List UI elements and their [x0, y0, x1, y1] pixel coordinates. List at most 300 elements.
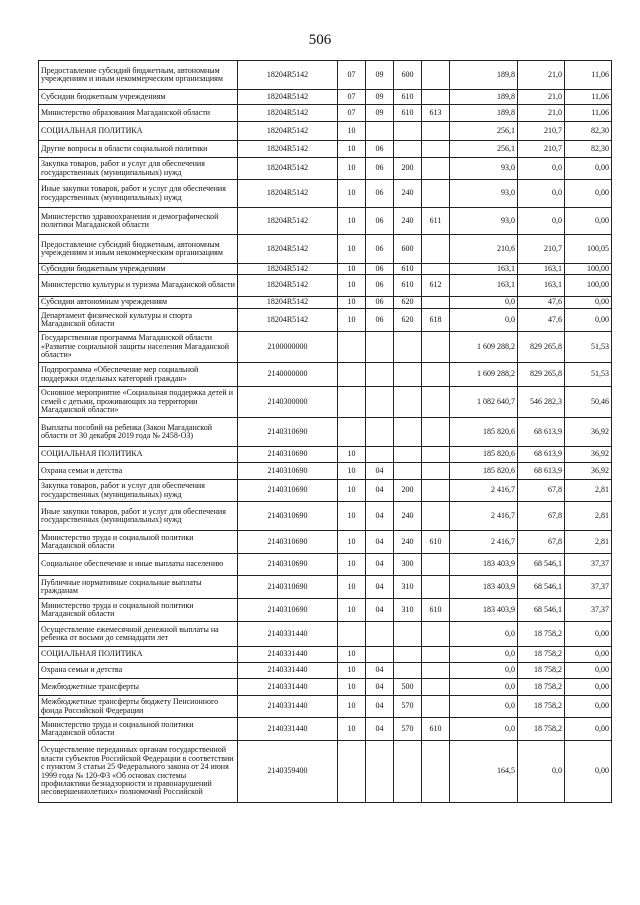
row-approved-amount: 0,0: [450, 718, 518, 741]
row-admin-code: [422, 463, 450, 480]
row-executed-amount: 18 758,2: [518, 718, 565, 741]
row-approved-amount: 183 403,9: [450, 576, 518, 599]
row-approved-amount: 93,0: [450, 158, 518, 180]
row-approved-amount: 189,8: [450, 90, 518, 105]
row-target-code: 18204R5142: [238, 297, 338, 309]
table-row: [39, 309, 612, 332]
row-approved-amount: 185 820,6: [450, 463, 518, 480]
row-subsection: 04: [366, 554, 394, 576]
row-execution-percent: 2,81: [565, 480, 612, 502]
row-approved-amount: 2 416,7: [450, 480, 518, 502]
row-section: 10: [338, 275, 366, 297]
row-name: СОЦИАЛЬНАЯ ПОЛИТИКА: [39, 122, 238, 141]
row-admin-code: [422, 141, 450, 158]
row-target-code: 18204R5142: [238, 158, 338, 180]
row-executed-amount: 546 282,3: [518, 387, 565, 418]
row-name: Министерство культуры и туризма Магаданской области: [39, 275, 238, 297]
row-expense-type: 610: [394, 275, 422, 297]
row-section: 10: [338, 663, 366, 679]
row-target-code: 2140310690: [238, 599, 338, 622]
table-row: [39, 576, 612, 599]
table-row: [39, 647, 612, 663]
row-executed-amount: 68 613,9: [518, 463, 565, 480]
row-section: [338, 332, 366, 363]
row-execution-percent: 2,81: [565, 531, 612, 554]
row-subsection: 04: [366, 718, 394, 741]
row-execution-percent: 11,06: [565, 105, 612, 122]
row-subsection: 06: [366, 180, 394, 208]
row-admin-code: [422, 447, 450, 463]
row-subsection: [366, 122, 394, 141]
row-execution-percent: 51,53: [565, 332, 612, 363]
row-section: 07: [338, 61, 366, 90]
row-name: Выплаты пособий на ребенка (Закон Магаданской области от 30 декабря 2019 года № 2458-ОЗ): [39, 418, 238, 447]
row-admin-code: 610: [422, 531, 450, 554]
row-section: 10: [338, 235, 366, 264]
row-target-code: 2140331440: [238, 718, 338, 741]
row-section: [338, 622, 366, 647]
row-subsection: 09: [366, 105, 394, 122]
row-expense-type: [394, 363, 422, 387]
row-executed-amount: 210,7: [518, 122, 565, 141]
row-section: 10: [338, 180, 366, 208]
row-execution-percent: 100,00: [565, 275, 612, 297]
row-subsection: 04: [366, 679, 394, 696]
row-approved-amount: 2 416,7: [450, 502, 518, 531]
row-admin-code: [422, 480, 450, 502]
table-row: [39, 158, 612, 180]
row-expense-type: 610: [394, 264, 422, 275]
row-target-code: 2100000000: [238, 332, 338, 363]
row-target-code: 2140331440: [238, 622, 338, 647]
row-execution-percent: 2,81: [565, 502, 612, 531]
row-subsection: 04: [366, 463, 394, 480]
row-subsection: [366, 741, 394, 803]
table-row: [39, 679, 612, 696]
row-expense-type: 620: [394, 297, 422, 309]
row-name: Субсидии автономным учреждениям: [39, 297, 238, 309]
row-expense-type: [394, 741, 422, 803]
table-row: [39, 363, 612, 387]
row-executed-amount: 0,0: [518, 208, 565, 235]
row-target-code: 2140310690: [238, 447, 338, 463]
row-target-code: 18204R5142: [238, 61, 338, 90]
table-row: [39, 480, 612, 502]
row-admin-code: 612: [422, 275, 450, 297]
table-row: [39, 622, 612, 647]
row-expense-type: 500: [394, 679, 422, 696]
row-approved-amount: 93,0: [450, 208, 518, 235]
row-name: Социальное обеспечение и иные выплаты населению: [39, 554, 238, 576]
row-target-code: 18204R5142: [238, 105, 338, 122]
row-name: Иные закупки товаров, работ и услуг для обеспечения государственных (муниципальных) нужд: [39, 180, 238, 208]
row-admin-code: [422, 622, 450, 647]
row-target-code: 18204R5142: [238, 264, 338, 275]
row-execution-percent: 82,30: [565, 141, 612, 158]
row-approved-amount: 164,5: [450, 741, 518, 803]
row-approved-amount: 185 820,6: [450, 447, 518, 463]
row-expense-type: [394, 141, 422, 158]
row-approved-amount: 0,0: [450, 297, 518, 309]
row-name: Закупка товаров, работ и услуг для обеспечения государственных (муниципальных) нужд: [39, 480, 238, 502]
row-admin-code: [422, 576, 450, 599]
row-section: 10: [338, 447, 366, 463]
row-approved-amount: 1 082 640,7: [450, 387, 518, 418]
row-section: 10: [338, 309, 366, 332]
row-expense-type: [394, 387, 422, 418]
row-name: Подпрограмма «Обеспечение мер социальной поддержки отдельных категорий граждан»: [39, 363, 238, 387]
row-name: Осуществление ежемесячной денежной выплаты на ребенка от восьми до семнадцати лет: [39, 622, 238, 647]
row-execution-percent: 0,00: [565, 647, 612, 663]
row-approved-amount: 2 416,7: [450, 531, 518, 554]
row-subsection: 06: [366, 235, 394, 264]
row-admin-code: [422, 61, 450, 90]
row-section: 10: [338, 480, 366, 502]
row-subsection: 06: [366, 158, 394, 180]
row-subsection: [366, 418, 394, 447]
row-subsection: 04: [366, 599, 394, 622]
row-executed-amount: 18 758,2: [518, 679, 565, 696]
row-execution-percent: 11,06: [565, 61, 612, 90]
table-row: [39, 418, 612, 447]
row-admin-code: [422, 696, 450, 718]
row-subsection: 06: [366, 141, 394, 158]
row-admin-code: [422, 741, 450, 803]
row-subsection: 06: [366, 208, 394, 235]
row-admin-code: [422, 180, 450, 208]
row-admin-code: [422, 158, 450, 180]
row-approved-amount: 185 820,6: [450, 418, 518, 447]
row-section: 10: [338, 141, 366, 158]
row-executed-amount: 163,1: [518, 264, 565, 275]
row-executed-amount: 0,0: [518, 741, 565, 803]
row-execution-percent: 0,00: [565, 741, 612, 803]
row-section: 10: [338, 122, 366, 141]
row-section: 10: [338, 208, 366, 235]
row-subsection: 04: [366, 502, 394, 531]
row-expense-type: 240: [394, 531, 422, 554]
row-subsection: [366, 622, 394, 647]
row-execution-percent: 11,06: [565, 90, 612, 105]
row-subsection: 09: [366, 61, 394, 90]
row-name: Предоставление субсидий бюджетным, автономным учреждениям и иным некоммерческим организациям: [39, 61, 238, 90]
row-execution-percent: 36,92: [565, 418, 612, 447]
row-execution-percent: 37,37: [565, 554, 612, 576]
row-execution-percent: 0,00: [565, 679, 612, 696]
row-expense-type: [394, 463, 422, 480]
row-name: Другие вопросы в области социальной политики: [39, 141, 238, 158]
row-executed-amount: 829 265,8: [518, 332, 565, 363]
row-execution-percent: 100,05: [565, 235, 612, 264]
row-target-code: 2140310690: [238, 480, 338, 502]
row-subsection: [366, 332, 394, 363]
row-target-code: 2140310690: [238, 418, 338, 447]
row-executed-amount: 68 546,1: [518, 599, 565, 622]
row-expense-type: 240: [394, 208, 422, 235]
row-subsection: 06: [366, 275, 394, 297]
row-admin-code: [422, 387, 450, 418]
row-section: [338, 741, 366, 803]
table-row: [39, 180, 612, 208]
row-target-code: 2140310690: [238, 463, 338, 480]
table-row: [39, 122, 612, 141]
table-row: [39, 663, 612, 679]
row-name: Закупка товаров, работ и услуг для обеспечения государственных (муниципальных) нужд: [39, 158, 238, 180]
row-execution-percent: 0,00: [565, 696, 612, 718]
table-row: [39, 90, 612, 105]
row-section: [338, 387, 366, 418]
row-admin-code: [422, 663, 450, 679]
table-row: [39, 741, 612, 803]
table-row: [39, 297, 612, 309]
table-row: [39, 696, 612, 718]
row-execution-percent: 100,00: [565, 264, 612, 275]
row-execution-percent: 0,00: [565, 622, 612, 647]
row-section: 10: [338, 647, 366, 663]
row-approved-amount: 183 403,9: [450, 599, 518, 622]
row-executed-amount: 68 546,1: [518, 576, 565, 599]
row-section: 10: [338, 679, 366, 696]
row-expense-type: [394, 663, 422, 679]
row-admin-code: [422, 332, 450, 363]
table-row: [39, 235, 612, 264]
table-row: [39, 208, 612, 235]
row-name: Межбюджетные трансферты бюджету Пенсионного фонда Российской Федерации: [39, 696, 238, 718]
row-approved-amount: 1 609 288,2: [450, 363, 518, 387]
table-row: [39, 599, 612, 622]
row-expense-type: [394, 122, 422, 141]
row-executed-amount: 68 613,9: [518, 418, 565, 447]
row-admin-code: [422, 647, 450, 663]
row-approved-amount: 0,0: [450, 663, 518, 679]
table-row: [39, 332, 612, 363]
row-section: 10: [338, 264, 366, 275]
row-executed-amount: 18 758,2: [518, 696, 565, 718]
row-name: Основное мероприятие «Социальная поддержка детей и семей с детьми, проживающих на территории Магаданской области»: [39, 387, 238, 418]
row-approved-amount: 189,8: [450, 105, 518, 122]
row-subsection: [366, 387, 394, 418]
row-expense-type: 600: [394, 235, 422, 264]
table-row: [39, 264, 612, 275]
row-admin-code: 610: [422, 599, 450, 622]
row-expense-type: 240: [394, 180, 422, 208]
row-name: СОЦИАЛЬНАЯ ПОЛИТИКА: [39, 447, 238, 463]
table-row: [39, 531, 612, 554]
row-section: 07: [338, 90, 366, 105]
row-section: 10: [338, 599, 366, 622]
row-name: Охрана семьи и детства: [39, 663, 238, 679]
row-section: 10: [338, 502, 366, 531]
row-target-code: 2140331440: [238, 663, 338, 679]
row-name: Министерство труда и социальной политики Магаданской области: [39, 531, 238, 554]
row-admin-code: 610: [422, 718, 450, 741]
row-admin-code: 618: [422, 309, 450, 332]
row-subsection: [366, 447, 394, 463]
row-expense-type: 240: [394, 502, 422, 531]
row-approved-amount: 163,1: [450, 275, 518, 297]
row-subsection: 04: [366, 696, 394, 718]
row-subsection: 04: [366, 663, 394, 679]
row-subsection: 04: [366, 531, 394, 554]
row-target-code: 18204R5142: [238, 235, 338, 264]
row-approved-amount: 93,0: [450, 180, 518, 208]
table-row: [39, 275, 612, 297]
row-target-code: 2140331440: [238, 647, 338, 663]
table-row: [39, 463, 612, 480]
row-expense-type: 200: [394, 480, 422, 502]
row-expense-type: [394, 647, 422, 663]
row-name: Субсидии бюджетным учреждениям: [39, 264, 238, 275]
row-executed-amount: 21,0: [518, 105, 565, 122]
row-expense-type: 200: [394, 158, 422, 180]
row-section: 10: [338, 463, 366, 480]
row-section: 10: [338, 531, 366, 554]
row-target-code: 2140310690: [238, 531, 338, 554]
row-expense-type: [394, 332, 422, 363]
budget-table: [38, 60, 612, 803]
row-subsection: 04: [366, 576, 394, 599]
row-admin-code: [422, 679, 450, 696]
row-admin-code: [422, 235, 450, 264]
row-execution-percent: 37,37: [565, 576, 612, 599]
row-executed-amount: 68 613,9: [518, 447, 565, 463]
row-execution-percent: 0,00: [565, 158, 612, 180]
table-row: [39, 387, 612, 418]
row-expense-type: 310: [394, 576, 422, 599]
row-target-code: 2140000000: [238, 363, 338, 387]
row-approved-amount: 183 403,9: [450, 554, 518, 576]
row-name: Охрана семьи и детства: [39, 463, 238, 480]
row-name: СОЦИАЛЬНАЯ ПОЛИТИКА: [39, 647, 238, 663]
row-expense-type: 610: [394, 90, 422, 105]
row-approved-amount: 163,1: [450, 264, 518, 275]
row-execution-percent: 82,30: [565, 122, 612, 141]
row-target-code: 2140310690: [238, 576, 338, 599]
row-executed-amount: 47,6: [518, 297, 565, 309]
table-row: [39, 447, 612, 463]
row-executed-amount: 163,1: [518, 275, 565, 297]
row-name: Министерство труда и социальной политики Магаданской области: [39, 718, 238, 741]
row-name: Министерство труда и социальной политики Магаданской области: [39, 599, 238, 622]
row-target-code: 2140310690: [238, 502, 338, 531]
row-admin-code: [422, 554, 450, 576]
row-executed-amount: 18 758,2: [518, 622, 565, 647]
row-executed-amount: 68 546,1: [518, 554, 565, 576]
row-name: Публичные нормативные социальные выплаты гражданам: [39, 576, 238, 599]
row-execution-percent: 50,46: [565, 387, 612, 418]
row-section: [338, 418, 366, 447]
row-section: 07: [338, 105, 366, 122]
row-executed-amount: 21,0: [518, 61, 565, 90]
row-expense-type: [394, 447, 422, 463]
row-approved-amount: 0,0: [450, 622, 518, 647]
row-execution-percent: 51,53: [565, 363, 612, 387]
row-execution-percent: 0,00: [565, 309, 612, 332]
row-name: Министерство здравоохранения и демографической политики Магаданской области: [39, 208, 238, 235]
row-expense-type: 610: [394, 105, 422, 122]
row-admin-code: 613: [422, 105, 450, 122]
row-approved-amount: 210,6: [450, 235, 518, 264]
row-target-code: 18204R5142: [238, 90, 338, 105]
row-execution-percent: 36,92: [565, 447, 612, 463]
row-execution-percent: 0,00: [565, 297, 612, 309]
row-executed-amount: 67,8: [518, 531, 565, 554]
row-executed-amount: 210,7: [518, 235, 565, 264]
row-section: [338, 363, 366, 387]
row-section: 10: [338, 158, 366, 180]
page-number: 506: [308, 32, 332, 48]
table-row: [39, 61, 612, 90]
table-row: [39, 718, 612, 741]
row-target-code: 18204R5142: [238, 180, 338, 208]
row-executed-amount: 47,6: [518, 309, 565, 332]
row-approved-amount: 256,1: [450, 141, 518, 158]
row-approved-amount: 0,0: [450, 696, 518, 718]
row-subsection: 04: [366, 480, 394, 502]
row-section: 10: [338, 297, 366, 309]
row-execution-percent: 0,00: [565, 208, 612, 235]
table-row: [39, 554, 612, 576]
row-name: Предоставление субсидий бюджетным, автономным учреждениям и иным некоммерческим организациям: [39, 235, 238, 264]
row-subsection: [366, 363, 394, 387]
row-target-code: 2140359400: [238, 741, 338, 803]
row-subsection: 09: [366, 90, 394, 105]
row-executed-amount: 67,8: [518, 502, 565, 531]
row-admin-code: [422, 90, 450, 105]
row-name: Министерство образования Магаданской области: [39, 105, 238, 122]
row-target-code: 18204R5142: [238, 122, 338, 141]
row-admin-code: [422, 264, 450, 275]
row-executed-amount: 0,0: [518, 158, 565, 180]
row-executed-amount: 18 758,2: [518, 647, 565, 663]
row-admin-code: [422, 122, 450, 141]
row-executed-amount: 67,8: [518, 480, 565, 502]
row-executed-amount: 210,7: [518, 141, 565, 158]
row-admin-code: [422, 297, 450, 309]
table-row: [39, 105, 612, 122]
row-expense-type: 620: [394, 309, 422, 332]
row-target-code: 18204R5142: [238, 275, 338, 297]
row-execution-percent: 36,92: [565, 463, 612, 480]
row-name: Осуществление переданных органам государственной власти субъектов Российской Федерации в соответствии с пунктом 3 статьи 25 Федерального закона от 24 июня 1999 года № 120-ФЗ «Об основах системы профилактики безнадзорности и правонарушений несовершеннолетних» полномочий Российской: [39, 741, 238, 803]
row-section: 10: [338, 554, 366, 576]
row-execution-percent: 37,37: [565, 599, 612, 622]
row-target-code: 2140331440: [238, 696, 338, 718]
row-target-code: 2140300000: [238, 387, 338, 418]
row-admin-code: 611: [422, 208, 450, 235]
row-target-code: 18204R5142: [238, 208, 338, 235]
row-execution-percent: 0,00: [565, 180, 612, 208]
row-section: 10: [338, 696, 366, 718]
row-subsection: 06: [366, 297, 394, 309]
row-admin-code: [422, 502, 450, 531]
table-row: [39, 141, 612, 158]
row-expense-type: [394, 622, 422, 647]
row-executed-amount: 829 265,8: [518, 363, 565, 387]
row-expense-type: 300: [394, 554, 422, 576]
row-executed-amount: 0,0: [518, 180, 565, 208]
row-approved-amount: 0,0: [450, 679, 518, 696]
row-target-code: 2140331440: [238, 679, 338, 696]
row-section: 10: [338, 718, 366, 741]
row-expense-type: 600: [394, 61, 422, 90]
row-target-code: 18204R5142: [238, 141, 338, 158]
row-admin-code: [422, 418, 450, 447]
row-expense-type: 570: [394, 696, 422, 718]
row-execution-percent: 0,00: [565, 663, 612, 679]
row-expense-type: 310: [394, 599, 422, 622]
row-approved-amount: 256,1: [450, 122, 518, 141]
